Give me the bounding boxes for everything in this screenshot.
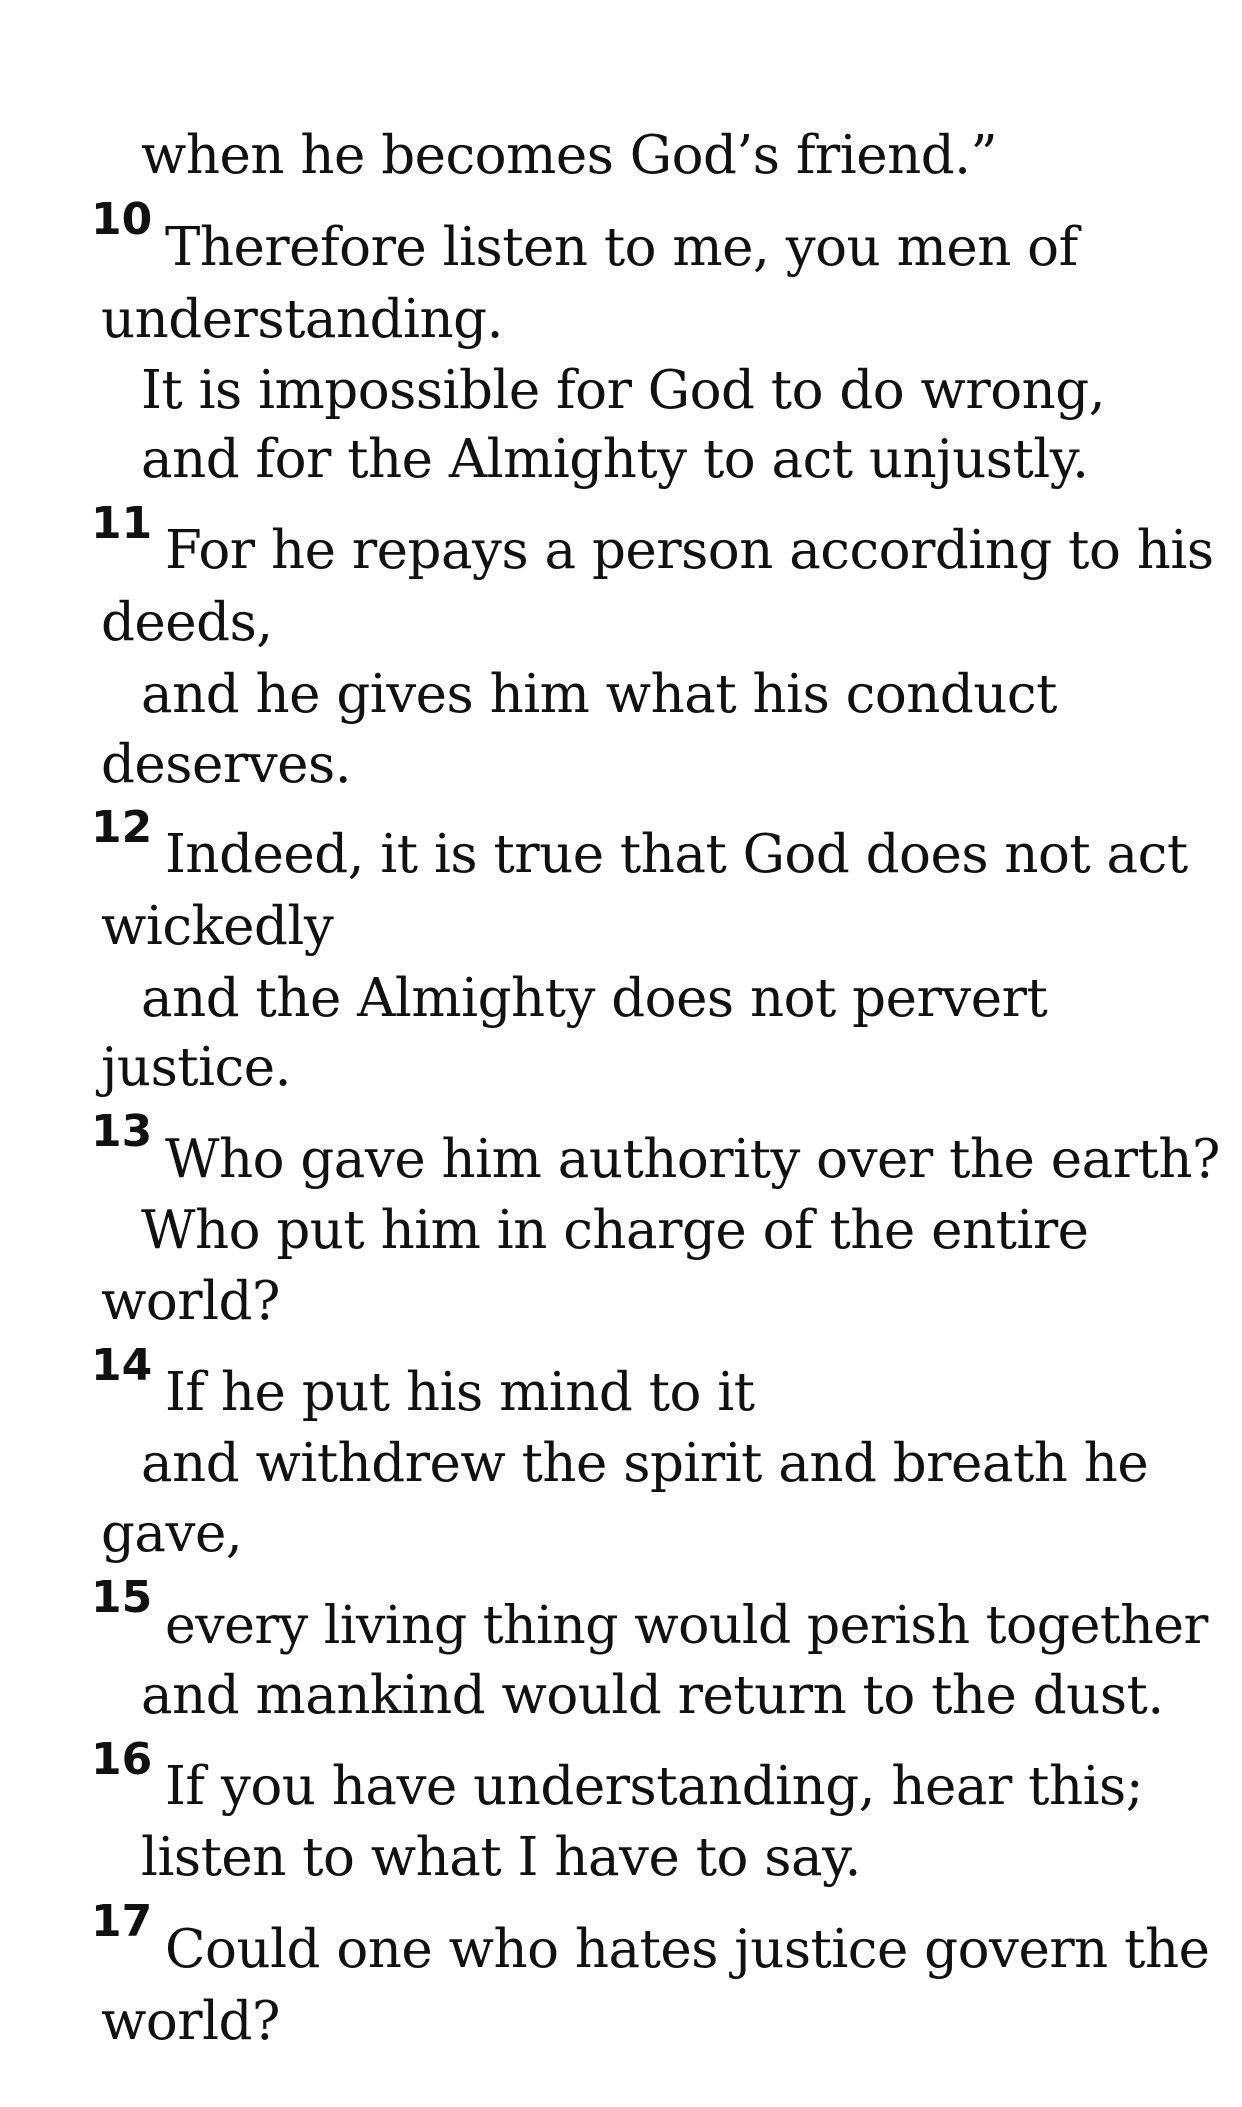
- verse-10-line-3: It is impossible for God to do wrong,: [141, 360, 1106, 421]
- verse-17-line-1: Could one who hates justice govern the: [165, 1919, 1210, 1980]
- verse-10-line-2: understanding.: [101, 289, 503, 350]
- verse-11-line-2: deeds,: [101, 592, 273, 653]
- verse-14-line-3: gave,: [101, 1503, 243, 1564]
- verse-15-line-1: every living thing would perish together: [165, 1596, 1208, 1656]
- opening-line: when he becomes God’s friend.”: [141, 125, 998, 186]
- verse-number-17: 17: [91, 1896, 153, 1947]
- verse-11-line-4: deserves.: [101, 734, 352, 795]
- verse-10-line-4: and for the Almighty to act unjustly.: [141, 429, 1089, 490]
- verse-11-line-3: and he gives him what his conduct: [141, 664, 1057, 725]
- verse-12-line-4: justice.: [101, 1037, 291, 1098]
- verse-12-line-2: wickedly: [101, 896, 334, 957]
- verse-13-line-1: Who gave him authority over the earth?: [165, 1129, 1220, 1190]
- verse-13-line-3: world?: [101, 1271, 280, 1332]
- verse-number-10: 10: [91, 194, 153, 245]
- verse-10-line-1: Therefore listen to me, you men of: [165, 217, 1078, 278]
- verse-13-line-2: Who put him in charge of the entire: [141, 1200, 1089, 1261]
- verse-16-line-2: listen to what I have to say.: [141, 1827, 861, 1888]
- verse-number-13: 13: [91, 1106, 153, 1157]
- verse-15-line-2: and mankind would return to the dust.: [141, 1665, 1164, 1726]
- verse-16-line-1: If you have understanding, hear this;: [165, 1756, 1144, 1817]
- verse-12-line-3: and the Almighty does not pervert: [141, 968, 1048, 1029]
- verse-17-line-2: world?: [101, 1991, 280, 2052]
- verse-number-14: 14: [91, 1340, 153, 1391]
- verse-number-11: 11: [91, 498, 153, 549]
- verse-number-15: 15: [91, 1572, 153, 1623]
- verse-14-line-1: If he put his mind to it: [165, 1362, 755, 1423]
- verse-number-16: 16: [91, 1734, 153, 1785]
- verse-number-12: 12: [91, 802, 153, 853]
- verse-11-line-1: For he repays a person according to his: [165, 520, 1214, 581]
- verse-12-line-1: Indeed, it is true that God does not act: [165, 824, 1188, 885]
- verse-14-line-2: and withdrew the spirit and breath he: [141, 1433, 1149, 1494]
